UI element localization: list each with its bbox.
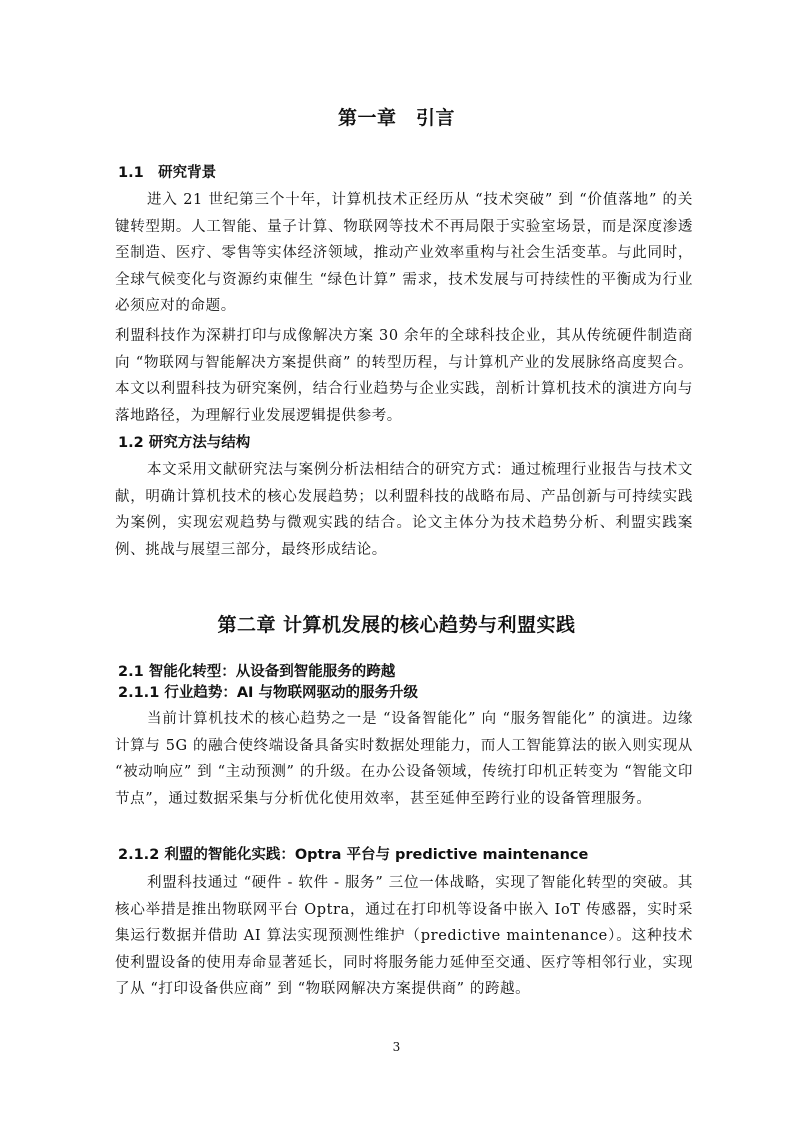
section-2-1-2-paragraph-1: 利盟科技通过 “硬件 - 软件 - 服务” 三位一体战略，实现了智能化转型的突破。其核心举措是推出物联网平台 Optra，通过在打印机等设备中嵌入 IoT 传感器，实时采集运行数据并借助 AI 算法实现预测性维护（predictive maintenance）。这种技术使利盟设备的使用寿命显著延长，同时将服务能力延伸至交通、医疗等相邻行业，实现了从 “打印设备供应商” 到 “物联网解决方案提供商” 的跨越。: [115, 875, 693, 998]
section-1-2-heading: 1.2 研究方法与结构: [118, 435, 251, 451]
section-1-1-paragraph-1: 进入 21 世纪第三个十年，计算机技术正经历从 “技术突破” 到 “价值落地” 的关键转型期。人工智能、量子计算、物联网等技术不再局限于实验室场景，而是深度渗透至制造、医疗、零售等实体经济领域，推动产业效率重构与社会生活变革。与此同时，全球气候变化与资源约束催生 “绿色计算” 需求，技术发展与可持续性的平衡成为行业必须应对的命题。: [115, 192, 693, 315]
chapter-1-title: 第一章 引言: [337, 107, 455, 129]
page-number: 3: [392, 1040, 401, 1054]
section-2-1-2-heading: 2.1.2 利盟的智能化实践：Optra 平台与 predictive maintenance: [118, 847, 589, 863]
section-2-1-heading: 2.1 智能化转型：从设备到智能服务的跨越: [118, 664, 396, 680]
section-1-1-paragraph-2: 利盟科技作为深耕打印与成像解决方案 30 余年的全球科技企业，其从传统硬件制造商向 “物联网与智能解决方案提供商” 的转型历程，与计算机产业的发展脉络高度契合。本文以利盟科技为研究案例，结合行业趋势与企业实践，剖析计算机技术的演进方向与落地路径，为理解行业发展逻辑提供参考。: [115, 328, 693, 424]
section-1-2-paragraph-1: 本文采用文献研究法与案例分析法相结合的研究方式：通过梳理行业报告与技术文献，明确计算机技术的核心发展趋势；以利盟科技的战略布局、产品创新与可持续实践为案例，实现宏观趋势与微观实践的结合。论文主体分为技术趋势分析、利盟实践案例、挑战与展望三部分，最终形成结论。: [115, 462, 693, 558]
section-1-1-heading: 1.1 研究背景: [118, 165, 217, 181]
section-2-1-1-paragraph-1: 当前计算机技术的核心趋势之一是 “设备智能化” 向 “服务智能化” 的演进。边缘计算与 5G 的融合使终端设备具备实时数据处理能力，而人工智能算法的嵌入则实现从 “被动响应” 到 “主动预测” 的升级。在办公设备领域，传统打印机正转变为 “智能文印节点”，通过数据采集与分析优化使用效率，甚至延伸至跨行业的设备管理服务。: [115, 711, 693, 807]
chapter-2-title: 第二章 计算机发展的核心趋势与利盟实践: [217, 614, 576, 636]
section-2-1-1-heading: 2.1.1 行业趋势：AI 与物联网驱动的服务升级: [118, 685, 418, 701]
